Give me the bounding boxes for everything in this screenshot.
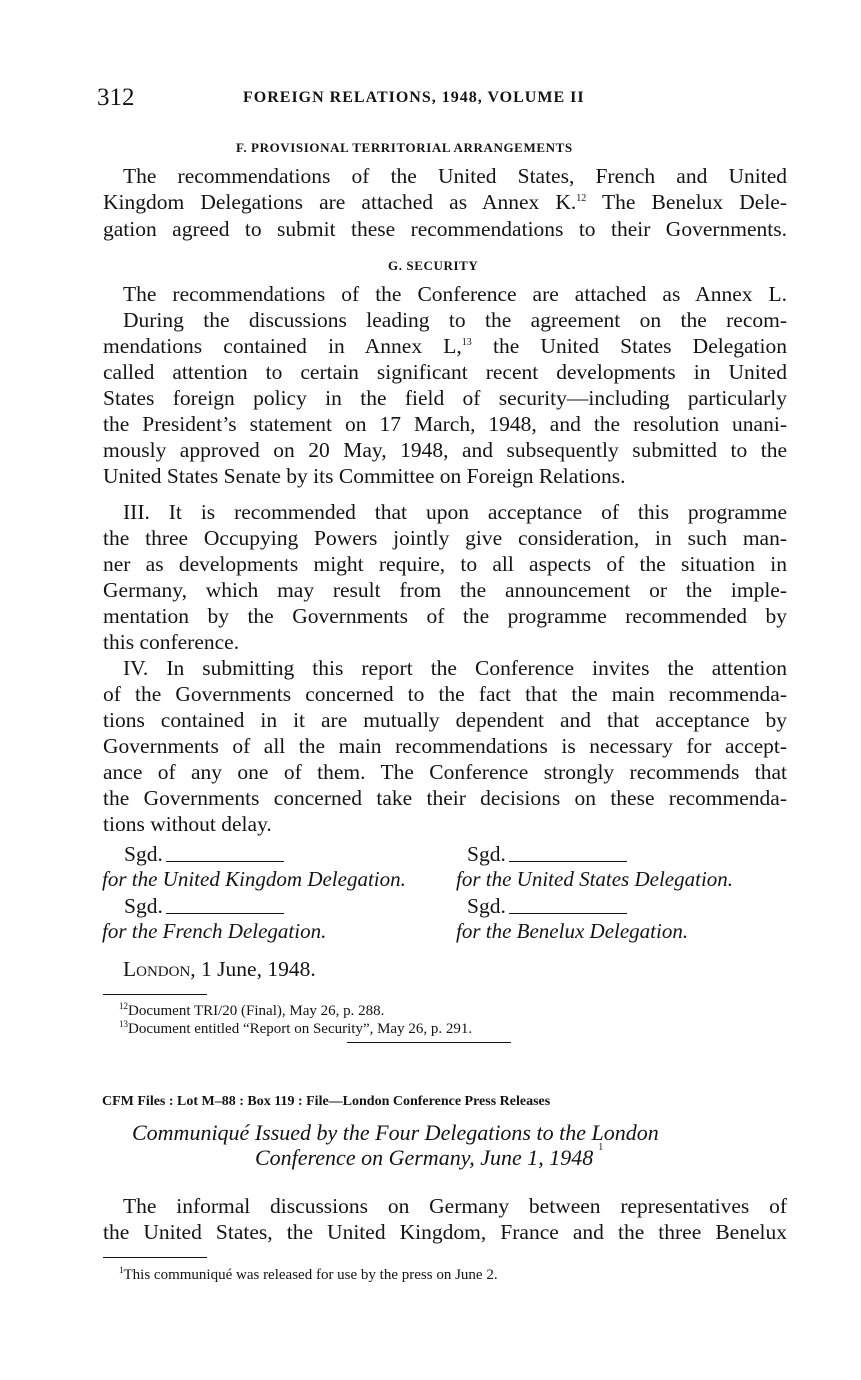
footnote-12: $^{12}$Document TRI/20 (Final), May 26, p. 288. — [119, 1001, 385, 1019]
section-f-heading: F. PROVISIONAL TERRITORIAL ARRANGEMENTS — [236, 140, 573, 155]
para-iv-line: tions contained in it are mutually dependent and that acceptance by — [103, 708, 787, 732]
signature-uk: Sgd. — [124, 842, 284, 867]
para-iii-line: Germany, which may result from the announcement or the imple- — [103, 578, 787, 602]
delegation-benelux: for the Benelux Delegation. — [456, 919, 689, 943]
section-f-line: gation agreed to submit these recommendations to their Governments. — [103, 217, 787, 241]
signature-line — [509, 861, 627, 862]
para-iv-line: the Governments concerned take their decisions on these recommenda- — [103, 786, 787, 810]
para-iv-line: ance of any one of them. The Conference strongly recommends that — [103, 760, 787, 784]
section-g-heading: G. SECURITY — [388, 258, 479, 273]
signature-line — [509, 913, 627, 914]
signature-benelux: Sgd. — [467, 894, 627, 919]
page-number: 312 — [97, 84, 135, 111]
section-f-line: Kingdom Delegations are attached as Annex K.$^{12}$ The Benelux Dele- — [103, 190, 787, 214]
section-g-line: The recommendations of the Conference are attached as Annex L. — [123, 282, 787, 306]
document-title-line: Conference on Germany, June 1, 1948 $^1$ — [255, 1142, 604, 1170]
footnote-rule — [103, 994, 207, 995]
signature-us: Sgd. — [467, 842, 627, 867]
section-f-line: The recommendations of the United States, French and United — [123, 164, 787, 188]
communique-line: The informal discussions on Germany between representatives of — [123, 1194, 787, 1218]
signature-line — [166, 913, 284, 914]
footnote-rule — [103, 1257, 207, 1258]
archive-source: CFM Files : Lot M–88 : Box 119 : File—London Conference Press Releases — [102, 1094, 551, 1109]
para-iii-line: this conference. — [103, 630, 240, 654]
footnote-ref-13: 13 — [461, 337, 472, 348]
para-iv-line: tions without delay. — [103, 812, 272, 836]
footnote-1: $^1$This communiqué was released for use by the press on June 2. — [119, 1265, 498, 1283]
para-iii-line: III. It is recommended that upon acceptance of this programme — [123, 500, 787, 524]
section-divider — [347, 1042, 511, 1043]
document-title-line: Communiqué Issued by the Four Delegations to the London — [132, 1120, 659, 1145]
section-g-line: United States Senate by its Committee on Foreign Relations. — [103, 464, 626, 488]
section-g-line: mously approved on 20 May, 1948, and subsequently submitted to the — [103, 438, 787, 462]
para-iii-line: mentation by the Governments of the programme recommended by — [103, 604, 787, 628]
running-title: FOREIGN RELATIONS, 1948, VOLUME II — [243, 89, 585, 106]
section-g-line: the President’s statement on 17 March, 1948, and the resolution unani- — [103, 412, 787, 436]
para-iv-line: Governments of all the main recommendations is necessary for accept- — [103, 734, 787, 758]
para-iv-line: of the Governments concerned to the fact that the main recommenda- — [103, 682, 787, 706]
section-g-line: During the discussions leading to the agreement on the recom- — [123, 308, 787, 332]
signature-line — [166, 861, 284, 862]
delegation-uk: for the United Kingdom Delegation. — [102, 867, 406, 891]
signature-fr: Sgd. — [124, 894, 284, 919]
delegation-us: for the United States Delegation. — [456, 867, 734, 891]
section-g-line: called attention to certain significant recent developments in United — [103, 360, 787, 384]
delegation-fr: for the French Delegation. — [102, 919, 327, 943]
footnote-ref-1: 1 — [598, 1142, 604, 1153]
para-iii-line: the three Occupying Powers jointly give consideration, in such man- — [103, 526, 787, 550]
para-iii-line: ner as developments might require, to all aspects of the situation in — [103, 552, 787, 576]
section-g-line: States foreign policy in the field of security—including particularly — [103, 386, 787, 410]
footnote-ref-12: 12 — [576, 193, 587, 204]
communique-line: the United States, the United Kingdom, France and the three Benelux — [103, 1220, 787, 1244]
place-date: London, 1 June, 1948. — [123, 957, 316, 981]
para-iv-line: IV. In submitting this report the Conference invites the attention — [123, 656, 787, 680]
section-g-line: mendations contained in Annex L,$^{13}$ the United States Delegation — [103, 334, 787, 358]
footnote-13: $^{13}$Document entitled “Report on Security”, May 26, p. 291. — [119, 1019, 473, 1037]
